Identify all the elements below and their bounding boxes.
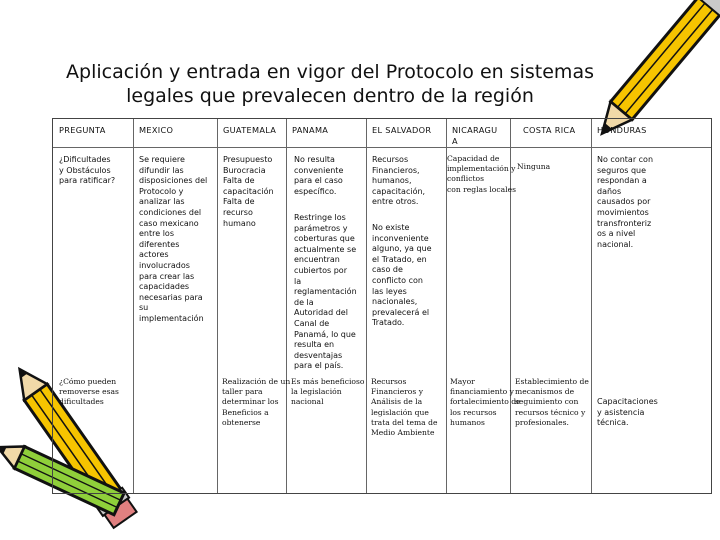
row2-panama: Es más beneficioso la legislación nacional [291,377,365,407]
row2-el-salvador: Recursos Financieros y Análisis de la legislación que trata del tema de Medio Ambiente [371,377,438,438]
row1-panama-b: Restringe los parámetros y coberturas que actualmente se encuentran cubiertos por la reglamentación de la Autoridad del Canal de Panamá, lo que resulta en desventajas para el país. [294,213,357,371]
row2-nicaragua: Mayor financiamiento y fortalecimiento de los recursos humanos [450,377,521,427]
header-el-salvador: EL SALVADOR [372,125,432,135]
row1-panama-a: No resulta conveniente para el caso específico. [294,155,344,196]
row1-el-salvador-a: Recursos Financieros, humanos, capacitación, entre otros. [372,155,426,207]
row1-guatemala: Presupuesto Burocracia Falta de capacitación Falta de recurso humano [223,155,274,228]
row1-mexico: Se requiere difundir las disposiciones del Protocolo y analizar las condiciones del caso mexicano entre los diferentes actores involucrados para crear las capacidades necesarias para su implementación [139,155,208,323]
row1-pregunta: ¿Dificultades y Obstáculos para ratificar? [59,155,116,186]
slide-title: Aplicación y entrada en vigor del Protocolo en sistemas legales que prevalecen dentro de la región [66,61,594,107]
row2-honduras: Capacitaciones y asistencia técnica. [597,397,658,428]
header-mexico: MEXICO [139,125,174,135]
row1-costa-rica: Ninguna [517,162,551,171]
header-nicaragua: NICARAGU A [452,125,498,146]
comparison-table [52,118,712,494]
header-costa-rica: COSTA RICA [523,125,576,135]
header-panama: PANAMA [292,125,329,135]
row1-el-salvador-b: No existe inconveniente alguno, ya que el Tratado, en caso de conflicto con las leyes nacionales, prevalecerá el Tratado. [372,223,432,328]
header-pregunta: PREGUNTA [59,125,106,135]
header-guatemala: GUATEMALA [223,125,277,135]
row2-guatemala: Realización de un taller para determinar los Beneficios a obtenerse [222,377,291,427]
row2-pregunta: ¿Cómo pueden removerse esas dificultades [59,377,119,407]
row1-nicaragua: Capacidad de implementación y conflictos con reglas locales [447,154,516,194]
row1-honduras: No contar con seguros que respondan a daños causados por movimientos transfronteriz os a nivel nacional. [597,155,654,249]
header-honduras: HONDURAS [597,125,647,135]
row2-costa-rica: Establecimiento de mecanismos de seguimiento con recursos técnico y profesionales. [515,377,589,427]
